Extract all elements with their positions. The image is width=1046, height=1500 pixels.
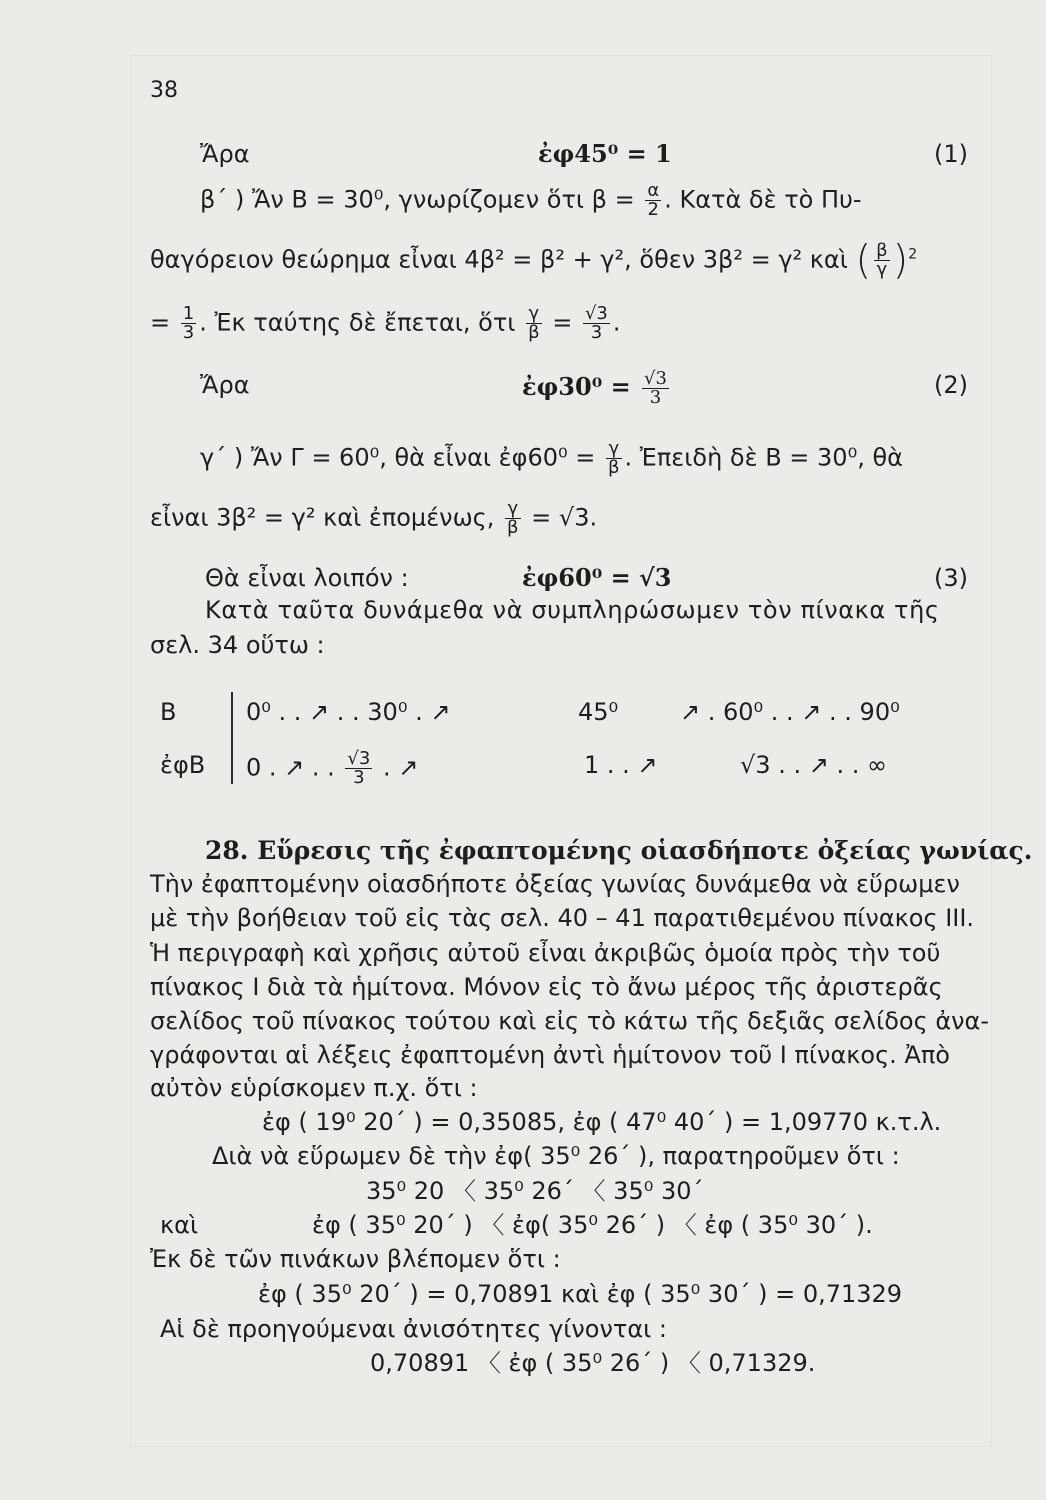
eq1-formula: ἐφ45⁰ = 1 — [538, 139, 672, 168]
frac-denominator: 2 — [645, 200, 661, 219]
frac-denominator: 3 — [182, 322, 195, 343]
frac-denominator: γ — [874, 260, 890, 279]
sec-b-line2 — [150, 237, 918, 284]
sec-b-line3 — [150, 305, 621, 342]
frac-denominator: β — [528, 322, 540, 343]
final-inequality: 0,70891 〈 ἐφ ( 35⁰ 26΄ ) 〈 0,71329. — [370, 1349, 816, 1377]
eq2-lhs: ἐφ30⁰ = — [522, 372, 631, 401]
section-28-line: Τὴν ἐφαπτομένην οἱασδήποτε ὀξείας γωνίας δυνάμεθα νὰ εὕρωμεν — [150, 870, 960, 898]
table-values: ἐφ ( 35⁰ 20΄ ) = 0,70891 καὶ ἐφ ( 35⁰ 30΄ ) = 0,71329 — [258, 1280, 903, 1308]
gamma-over-beta-fraction — [526, 305, 542, 342]
table-row1-cell: 0⁰ . . ↗ . . 30⁰ . ↗ — [246, 698, 451, 726]
frac-numerator: √3 — [347, 748, 371, 769]
eq3-label: Θὰ εἶναι λοιπόν : — [205, 564, 409, 592]
sec-c-line1 — [200, 440, 903, 477]
gamma-over-beta-fraction — [505, 500, 521, 537]
section-28-line: Ἡ περιγραφὴ καὶ χρῆσις αὐτοῦ εἶναι ἀκριβῶς ὁμοία πρὸς τὴν τοῦ — [150, 939, 941, 967]
sec-c-line2-end: = √3. — [531, 503, 598, 532]
frac-denominator: β — [507, 517, 519, 538]
eq3-tag: (3) — [934, 564, 968, 592]
section-28-line: μὲ τὴν βοήθειαν τοῦ εἰς τὰς σελ. 40 – 41 παρατιθεμένου πίνακος ΙΙΙ. — [150, 904, 975, 932]
frac-denominator: 3 — [642, 388, 669, 407]
table-row2-end: √3 . . ↗ . . ∞ — [740, 751, 887, 779]
sec-b-line2-text: θαγόρειον θεώρημα εἶναι 4β² = β² + γ², ὅθεν 3β² = γ² καὶ — [150, 245, 848, 274]
table-row1-cell: 45⁰ — [578, 698, 619, 726]
frac-numerator: √3 — [644, 368, 667, 389]
root3-over-3-fraction — [345, 750, 372, 787]
section-28-line: πίνακος Ι διὰ τὰ ἡμίτονα. Μόνον εἰς τὸ ἄνω μέρος τῆς ἀριστερᾶς — [150, 973, 943, 1001]
frac-numerator: γ — [608, 438, 620, 459]
inequality-tangents: ἐφ ( 35⁰ 20΄ ) 〈 ἐφ( 35⁰ 26΄ ) 〈 ἐφ ( 35⁰ 30΄ ). — [312, 1211, 873, 1239]
table-row2-start-text: 0 . ↗ . . — [246, 753, 335, 782]
gamma-over-beta-fraction — [606, 440, 622, 477]
eq2-label: Ἄρα — [200, 371, 250, 399]
table-row2-label: ἐφΒ — [160, 751, 206, 779]
para-fill-line2: σελ. 34 οὕτω : — [150, 631, 325, 659]
inequality-angles: 35⁰ 20 〈 35⁰ 26΄ 〈 35⁰ 30΄ — [366, 1177, 704, 1205]
sec-b-line3-text: . Ἐκ ταύτης δὲ ἔπεται, ὅτι — [199, 308, 516, 337]
frac-numerator: 1 — [182, 303, 195, 324]
sec-b-line1 — [200, 182, 862, 219]
table-vertical-rule — [231, 692, 233, 784]
equals-sign: = — [552, 308, 573, 337]
beta-over-gamma-fraction — [874, 242, 890, 279]
section-28-heading: 28. Εὕρεσις τῆς ἐφαπτομένης οἱασδήποτε ὀξείας γωνίας. — [205, 836, 1033, 865]
sec-c-line2-start: εἶναι 3β² = γ² καὶ ἐπομένως, — [150, 503, 495, 532]
alpha-over-2-fraction — [645, 182, 661, 219]
paren-close: ) — [892, 237, 909, 284]
sec-c-line1-end: . Ἐπειδὴ δὲ Β = 30⁰, θὰ — [624, 443, 903, 472]
frac-numerator: β — [876, 240, 888, 261]
eq1-tag: (1) — [934, 140, 968, 168]
section-28-line: γράφονται αἱ λέξεις ἐφαπτομένη ἀντὶ ἡμίτονον τοῦ Ι πίνακος. Ἀπὸ — [150, 1041, 950, 1069]
eq3-formula: ἐφ60⁰ = √3 — [522, 563, 672, 592]
sec-b-line1-end: . Κατὰ δὲ τὸ Πυ- — [664, 185, 862, 214]
kai-word: καὶ — [160, 1211, 199, 1239]
sec-c-line1-start: γ΄ ) Ἄν Γ = 60⁰, θὰ εἶναι ἐφ60⁰ = — [200, 443, 596, 472]
table-row1-cell: ↗ . 60⁰ . . ↗ . . 90⁰ — [680, 698, 900, 726]
period: . — [612, 308, 621, 337]
frac-denominator: 3 — [345, 768, 372, 787]
frac-denominator: β — [608, 457, 620, 478]
root3-over-3-fraction — [583, 305, 610, 342]
eq2-fraction — [642, 370, 669, 407]
paren-open: ( — [855, 237, 872, 284]
eq2-tag: (2) — [934, 371, 968, 399]
example-values: ἐφ ( 19⁰ 20΄ ) = 0,35085, ἐφ ( 47⁰ 40΄ ) = 1,09770 κ.τ.λ. — [262, 1108, 942, 1136]
section-28-line: αὐτὸν εὑρίσκομεν π.χ. ὅτι : — [150, 1074, 478, 1102]
eq2-formula — [522, 370, 672, 407]
frac-numerator: α — [647, 180, 660, 201]
table-row2-one: 1 . . ↗ — [584, 751, 658, 779]
sec-c-line2 — [150, 500, 597, 537]
para-fill-line1: Κατὰ ταῦτα δυνάμεθα νὰ συμπληρώσωμεν τὸν πίνακα τῆς — [205, 596, 940, 624]
frac-numerator: γ — [528, 303, 540, 324]
frac-denominator: 3 — [583, 323, 610, 342]
section-28-line: σελίδος τοῦ πίνακος τούτου καὶ εἰς τὸ κάτω τῆς δεξιᾶς σελίδος ἀνα- — [150, 1007, 990, 1035]
find-line: Διὰ νὰ εὕρωμεν δὲ τὴν ἐφ( 35⁰ 26΄ ), παρατηροῦμεν ὅτι : — [212, 1142, 900, 1170]
exponent: 2 — [908, 246, 918, 263]
tables-line: Ἐκ δὲ τῶν πινάκων βλέπομεν ὅτι : — [150, 1245, 561, 1273]
table-row2-mid: . ↗ — [382, 753, 419, 782]
table-row2-start — [246, 750, 418, 787]
sec-b-line1-start: β΄ ) Ἄν Β = 30⁰, γνωρίζομεν ὅτι β = — [200, 185, 635, 214]
frac-numerator: γ — [507, 498, 519, 519]
frac-numerator: √3 — [584, 303, 608, 324]
table-row1-label: Β — [160, 698, 177, 726]
eq1-label: Ἄρα — [200, 140, 250, 168]
page-number: 38 — [150, 78, 178, 103]
equals-sign: = — [150, 308, 171, 337]
preceding-line: Αἱ δὲ προηγούμεναι ἀνισότητες γίνονται : — [160, 1315, 667, 1343]
one-third-fraction — [181, 305, 196, 342]
